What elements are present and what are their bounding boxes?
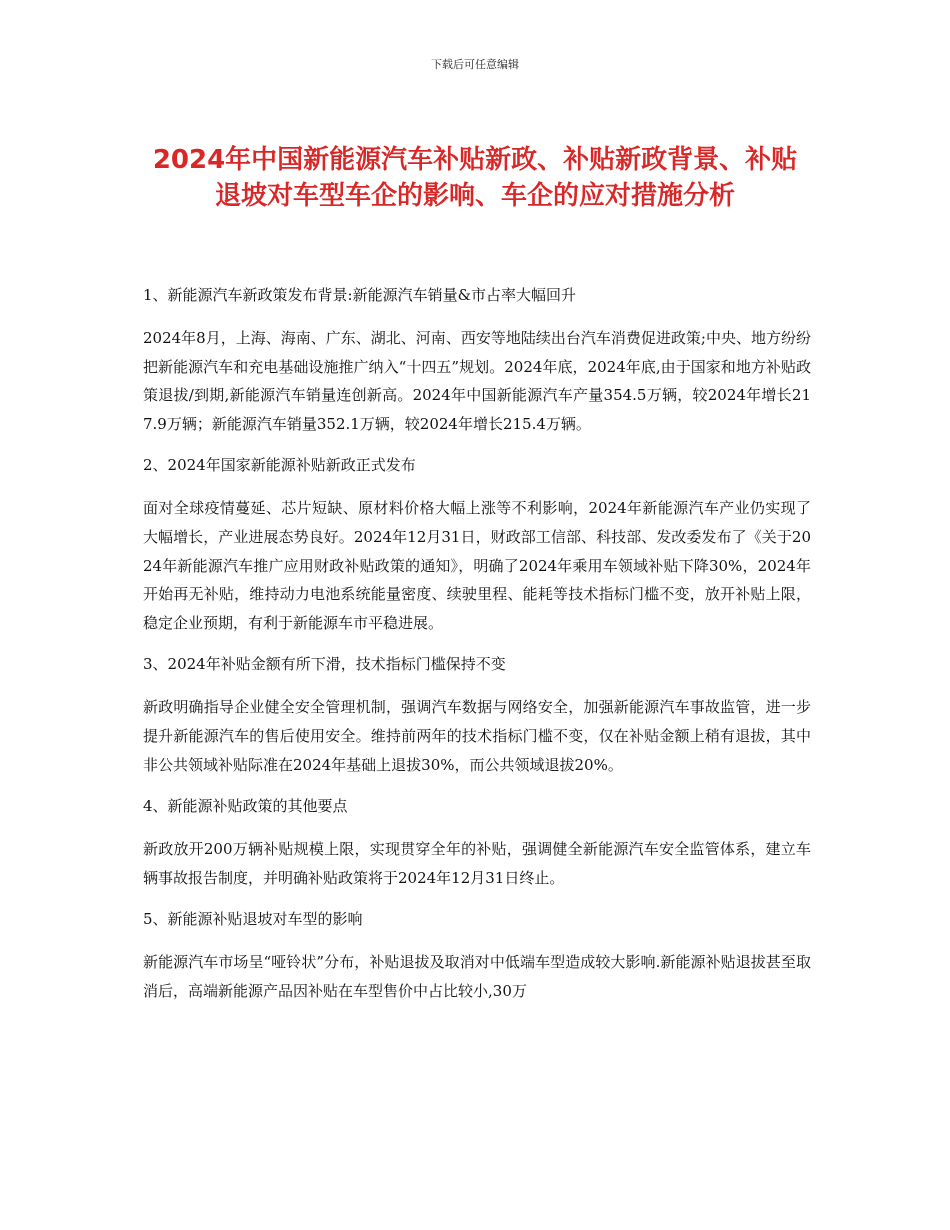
document-title: 2024年中国新能源汽车补贴新政、补贴新政背景、补贴退坡对车型车企的影响、车企的应对措施分析 xyxy=(152,145,798,211)
section-heading: 4、新能源补贴政策的其他要点 xyxy=(143,797,348,816)
section-2 xyxy=(143,454,811,637)
section-3 xyxy=(143,653,811,779)
section-5 xyxy=(143,908,811,1005)
section-heading: 1、新能源汽车新政策发布背景:新能源汽车销量&市占率大幅回升 xyxy=(143,286,576,304)
section-heading: 3、2024年补贴金额有所下滑，技术指标门槛保持不变 xyxy=(143,655,506,674)
section-paragraph: 新能源汽车市场呈“哑铃状”分布，补贴退拔及取消对中低端车型造成较大影响.新能源补贴退拔甚至取消后，高端新能源产品因补贴在车型售价中占比较小,30万 xyxy=(143,953,811,1000)
section-heading: 2、2024年国家新能源补贴新政正式发布 xyxy=(143,456,416,475)
section-paragraph: 2024年8月，上海、海南、广东、湖北、河南、西安等地陆续出台汽车消费促进政策;中央、地方纷纷把新能源汽车和充电基础设施推广纳入“十四五”规划。2024年底，2024年底,由于国家和地方补贴政策退拔/到期,新能源汽车销量连创新高。2024年中国新能源汽车产量354.5万辆，较2024年增长217.9万辆；新能源汽车销量352.1万辆，较2024年增长215.4万辆。 xyxy=(143,329,811,433)
section-paragraph: 面对全球疫情蔓延、芯片短缺、原材料价格大幅上涨等不利影响，2024年新能源汽车产业仍实现了大幅增长，产业进展态势良好。2024年12月31日，财政部工信部、科技部、发改委发布了《关于2024年新能源汽车推广应用财政补贴政策的通知》，明确了2024年乘用车领域补贴下降30%，2024年开始再无补贴，维持动力电池系统能量密度、续驶里程、能耗等技术指标门槛不变，放开补贴上限，稳定企业预期，有利于新能源车市平稳进展。 xyxy=(143,499,811,632)
section-heading: 5、新能源补贴退坡对车型的影响 xyxy=(143,910,363,929)
document-body xyxy=(143,284,811,1022)
section-1 xyxy=(143,284,811,438)
section-paragraph: 新政明确指导企业健全安全管理机制，强调汽车数据与网络安全，加强新能源汽车事故监管，进一步提升新能源汽车的售后使用安全。维持前两年的技术指标门槛不变，仅在补贴金额上稍有退拔，其中非公共领域补贴际准在2024年基础上退拔30%，而公共领域退拔20%。 xyxy=(143,698,811,774)
header-note: 下载后可任意编辑 xyxy=(431,58,519,71)
section-paragraph: 新政放开200万辆补贴规模上限，实现贯穿全年的补贴，强调健全新能源汽车安全监管体系，建立车辆事故报告制度，并明确补贴政策将于2024年12月31日终止。 xyxy=(143,840,811,887)
section-4 xyxy=(143,795,811,892)
